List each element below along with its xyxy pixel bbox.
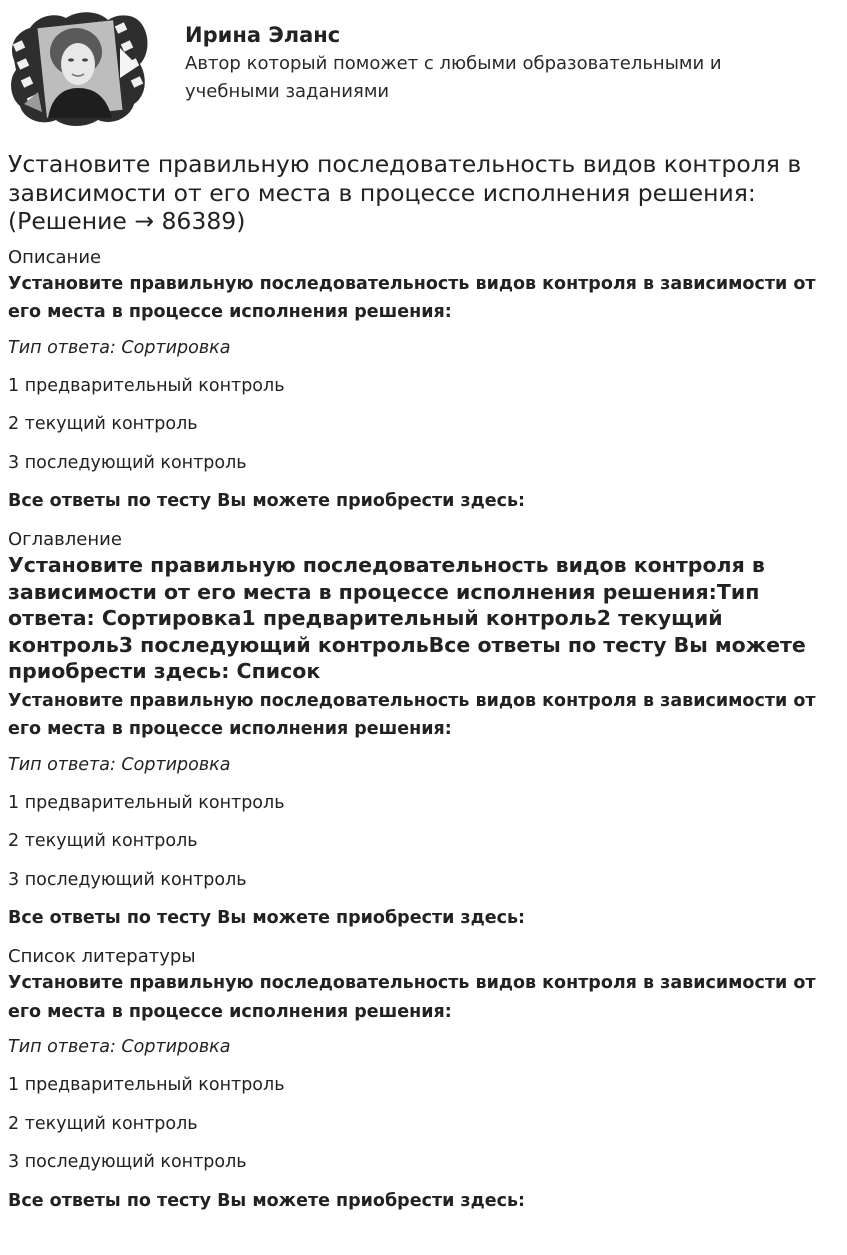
question-text: Установите правильную последовательность видов контроля в зависимости от его места в процессе исполнения решения: xyxy=(8,273,816,322)
answer-type: Тип ответа: Сортировка xyxy=(8,754,231,775)
page-title: Установите правильную последовательность видов контроля в зависимости от его места в процессе исполнения решения: (Решение → 86389) xyxy=(8,150,802,235)
description-section xyxy=(8,246,838,513)
question-text: Установите правильную последовательность видов контроля в зависимости от его места в процессе исполнения решения: xyxy=(8,690,816,739)
section-label-description: Описание xyxy=(8,246,102,268)
option-item: 1 предварительный контроль xyxy=(8,1075,285,1095)
section-label-literature: Список литературы xyxy=(8,946,196,967)
option-item: 2 текущий контроль xyxy=(8,414,198,434)
buy-answers-text: Все ответы по тесту Вы можете приобрести здесь: xyxy=(8,1190,526,1211)
question-text: Установите правильную последовательность видов контроля в зависимости от его места в процессе исполнения решения: xyxy=(8,973,816,1022)
literature-section xyxy=(8,945,838,1212)
author-description: Автор который поможет с любыми образовательными и учебными заданиями xyxy=(185,53,722,102)
option-item: 1 предварительный контроль xyxy=(8,375,285,396)
option-item: 3 последующий контроль xyxy=(8,1152,247,1172)
option-item: 2 текущий контроль xyxy=(8,831,198,851)
section-label-toc: Оглавление xyxy=(8,529,122,550)
option-item: 3 последующий контроль xyxy=(8,869,247,890)
answer-type: Тип ответа: Сортировка xyxy=(8,337,231,358)
option-item: 3 последующий контроль xyxy=(8,452,247,473)
main-content xyxy=(8,150,838,1228)
option-item: 2 текущий контроль xyxy=(8,1113,198,1134)
option-item: 1 предварительный контроль xyxy=(8,792,285,813)
buy-answers-text: Все ответы по тесту Вы можете приобрести здесь: xyxy=(8,491,526,511)
author-avatar[interactable] xyxy=(8,8,150,128)
author-name[interactable]: Ирина Эланс xyxy=(185,23,341,47)
author-header xyxy=(8,8,838,128)
toc-heading: Установите правильную последовательность видов контроля в зависимости от его места в процессе исполнения решения:Тип ответа: Сортировка1 предварительный контроль2 текущий контроль3 последующий контрольВсе ответы по тесту Вы можете приобрести здесь: Список xyxy=(8,553,806,683)
answer-type: Тип ответа: Сортировка xyxy=(8,1037,231,1057)
buy-answers-text: Все ответы по тесту Вы можете приобрести здесь: xyxy=(8,908,526,928)
toc-section xyxy=(8,528,838,929)
